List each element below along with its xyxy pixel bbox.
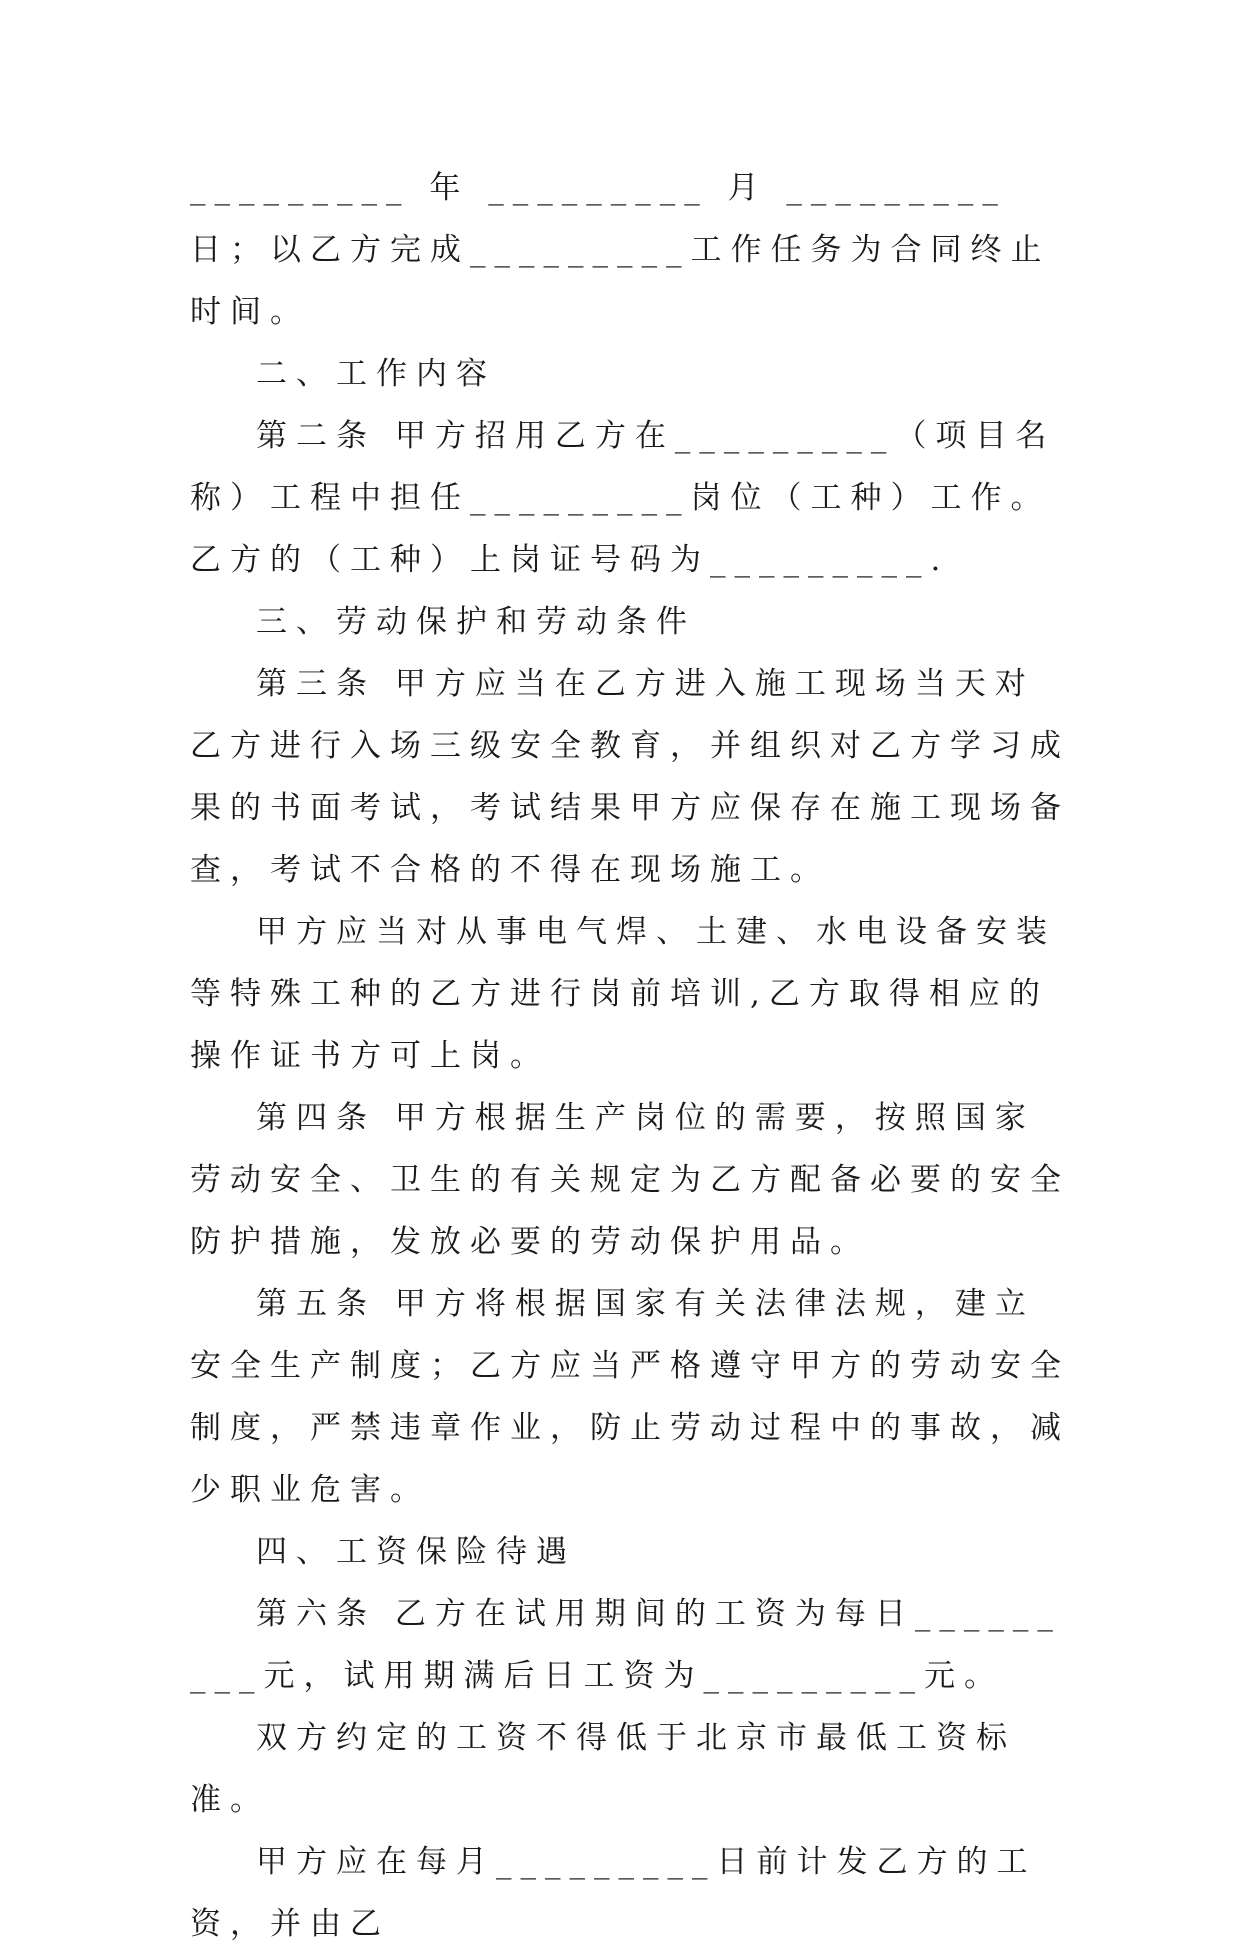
- minimum-wage-paragraph: 双方约定的工资不得低于北京市最低工资标准。: [190, 1720, 1016, 1818]
- document-body: [190, 157, 1070, 1955]
- section-heading-work-content: 二、工作内容: [256, 356, 496, 392]
- article-3-paragraph: 第三条 甲方应当在乙方进入施工现场当天对乙方进行入场三级安全教育，并组织对乙方学习成果的书面考试，考试结果甲方应保存在施工现场备查，考试不合格的不得在现场施工。: [190, 666, 1070, 888]
- article-6-paragraph: 第六条 乙方在试用期间的工资为每日_________元，试用期满后日工资为_________元。: [190, 1596, 1062, 1694]
- contract-term-paragraph: _________ 年 _________ 月 _________ 日；以乙方完成_________工作任务为合同终止时间。: [190, 170, 1051, 330]
- section-heading-wages-insurance: 四、工资保险待遇: [256, 1534, 576, 1570]
- section-heading-labor-protection: 三、劳动保护和劳动条件: [256, 604, 696, 640]
- special-training-paragraph: 甲方应当对从事电气焊、土建、水电设备安装等特殊工种的乙方进行岗前培训,乙方取得相应的操作证书方可上岗。: [190, 914, 1056, 1074]
- article-2-paragraph: 第二条 甲方招用乙方在_________（项目名称）工程中担任_________岗位（工种）工作。乙方的（工种）上岗证号码为_________.: [190, 418, 1056, 578]
- payment-date-paragraph: 甲方应在每月_________日前计发乙方的工资，并由乙: [190, 1844, 1037, 1942]
- article-4-paragraph: 第四条 甲方根据生产岗位的需要，按照国家劳动安全、卫生的有关规定为乙方配备必要的安全防护措施，发放必要的劳动保护用品。: [190, 1100, 1070, 1260]
- article-5-paragraph: 第五条 甲方将根据国家有关法律法规，建立安全生产制度；乙方应当严格遵守甲方的劳动安全制度，严禁违章作业，防止劳动过程中的事故，减少职业危害。: [190, 1286, 1070, 1508]
